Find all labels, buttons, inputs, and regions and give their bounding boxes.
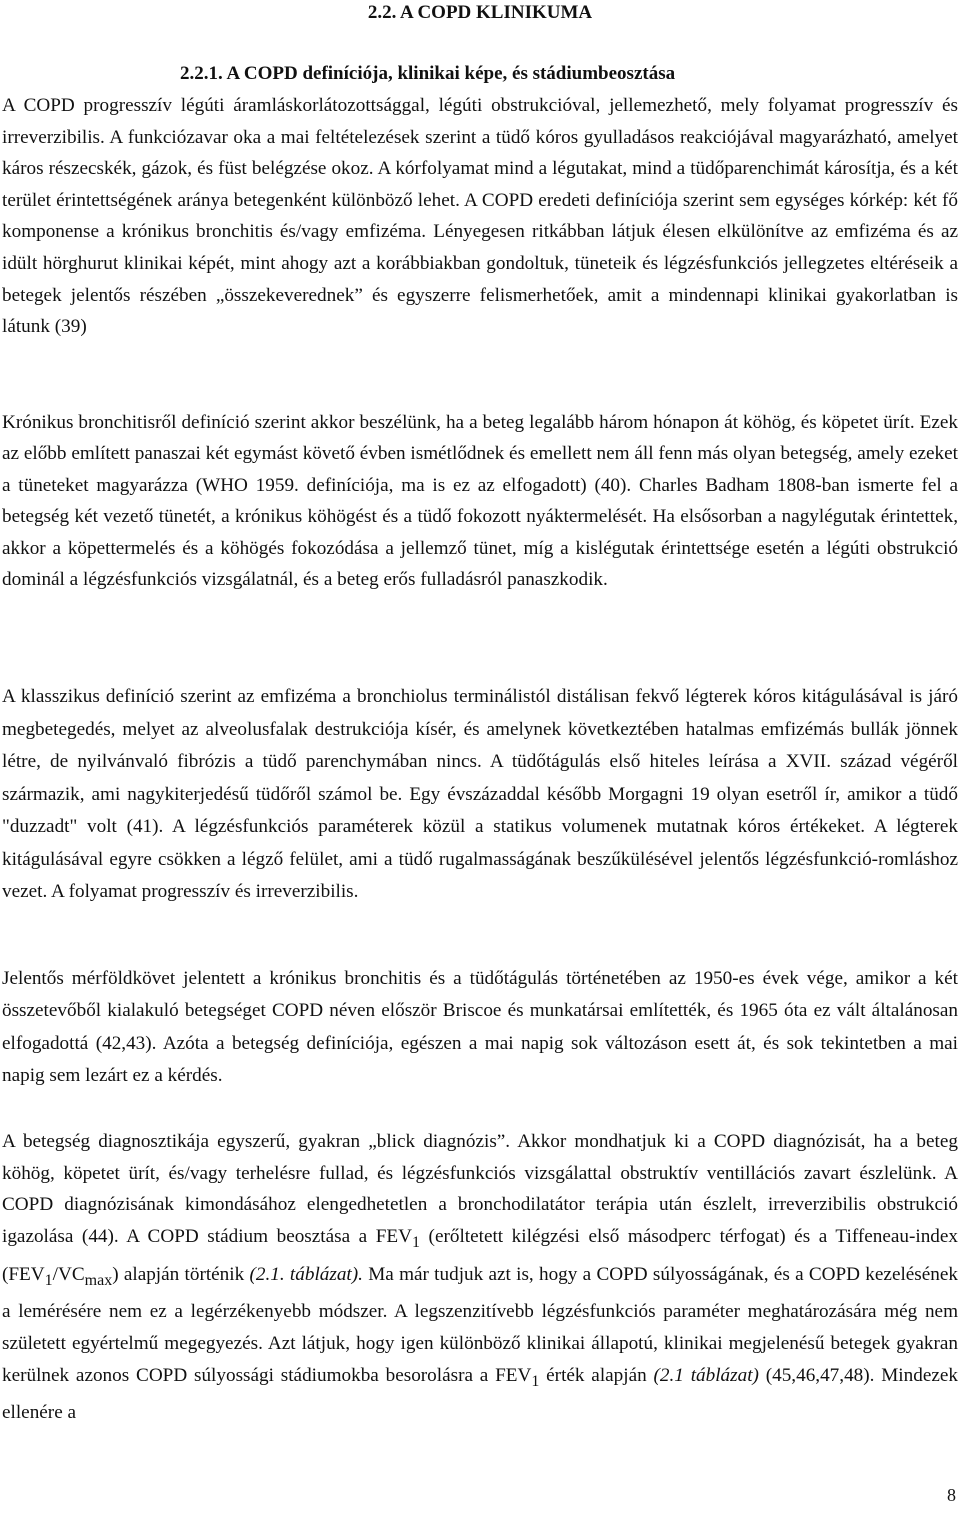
- text-run: (45,46,47,48). Mindezek ellenére a: [2, 1364, 958, 1424]
- section-title: 2.2. A COPD KLINIKUMA: [367, 2, 593, 23]
- subscript: 1: [412, 1233, 420, 1251]
- text-run: /VC: [52, 1263, 85, 1285]
- paragraph-diagnosis: [2, 1126, 958, 1429]
- subscript: 1: [44, 1271, 53, 1289]
- page-number: 8: [947, 1485, 956, 1505]
- paragraph-copd-history: Jelentős mérföldkövet jelentett a krónikus bronchitis és a tüdőtágulás történetében az 1950-es évek vége, amikor a két összetevőből kialakuló betegséget COPD néven először Briscoe és munkatársai említették, és 1965 óta ez vált általánosan elfogadottá (42,43). Azóta a betegség definíciója, egészen a mai napig sok változáson esett át, és sok tekintetben a mai napig sem lezárt ez a kérdés.: [2, 968, 958, 1086]
- subsection-title: 2.2.1. A COPD definíciója, klinikai képe, és stádiumbeosztása: [180, 63, 676, 84]
- text-run: Ma már tudjuk azt is, hogy a COPD súlyosságának, és a COPD kezelésének a lemérésére nem ez a legérzékenyebb módszer. A legszenzitívebb légzésfunkciós paraméter meghatározására még nem született egyértelmű megegyezés. Azt látjuk, hogy igen különböző klinikai állapotú, klinikai megjelenésű betegek gyakran kerülnek azonos COPD súlyossági stádiumokba besorolásra a FEV: [2, 1263, 958, 1386]
- table-reference: (2.1 táblázat): [653, 1364, 759, 1386]
- subscript: 1: [531, 1372, 540, 1390]
- paragraph-chronic-bronchitis: Krónikus bronchitisről definíció szerint akkor beszélünk, ha a beteg legalább három hónapon át köhög, és köpetet ürít. Ezek az előbb említett panaszai két egymást követő évben ismétlődnek és emellett nem áll fenn más olyan betegség, amely ezeket a tüneteket magyarázza (WHO 1959. definíciója, ma is ez az elfogadott) (40). Charles Badham 1808-ban ismerte fel a betegség két vezető tünetét, a krónikus köhögést és a tüdő fokozott nyáktermelését. Ha elsősorban a nagylégutak érintettek, akkor a köpettermelés és a köhögés fokozódása a jellemző tünet, míg a kislégutak érintettsége esetén a légúti obstrukció dominál a légzésfunkciós vizsgálatnál, és a beteg erős fulladásról panaszkodik.: [2, 412, 958, 591]
- text-run: A betegség diagnosztikája egyszerű, gyakran „blick diagnózis”. Akkor mondhatjuk ki a COPD diagnózisát, ha a beteg köhög, köpetet ürít, és/vagy terhelésre fullad, és légzésfunkciós vizsgálattal obstruktív ventillációs zavart észlelünk. A COPD diagnózisának kimondásához elengedhetetlen a bronchodilatátor terápia után észlelt, irreverzibilis obstrukció igazolása (44). A COPD stádium beosztása a FEV: [2, 1131, 958, 1248]
- subscript: max: [84, 1271, 113, 1289]
- paragraph-emphysema: A klasszikus definíció szerint az emfizéma a bronchiolus terminálistól distálisan fekvő légterek kóros kitágulásával is járó megbetegedés, melyet az alveolusfalak destrukciója kísér, és amelynek következtében hatalmas emfizémás bullák jönnek létre, de nyilvánvaló fibrózis a tüdő parenchymában nincs. A tüdőtágulás első hiteles leírása a XVII. század végéről származik, ami nagykiterjedésű tüdőről számol be. Egy évszázaddal később Morgagni 19 olyan esetről ír, amikor a tüdő "duzzadt" volt (41). A légzésfunkciós paraméterek közül a statikus volumenek mutatnak kóros értékeket. A légterek kitágulásával egyre csökken a légző felület, ami a tüdő rugalmasságának beszűkülésével jelentős légzésfunkció-romláshoz vezet. A folyamat progresszív és irreverzibilis.: [2, 686, 958, 902]
- text-run: ) alapján történik: [112, 1263, 250, 1285]
- text-run: (erőltetett kilégzési első másodperc térfogat) és a Tiffeneau-index (FEV: [2, 1226, 959, 1285]
- table-reference: (2.1. táblázat).: [249, 1263, 363, 1285]
- text-run: érték alapján: [539, 1364, 654, 1386]
- paragraph-copd-definition: A COPD progresszív légúti áramláskorlátozottsággal, légúti obstrukcióval, jellemezhető, mely folyamat progresszív és irreverzibilis. A funkciózavar oka a mai feltételezések szerint a tüdő kóros gyulladásos reakciójával magyarázható, amelyet káros részecskék, gázok, és füst belégzése okoz. A kórfolyamat mind a légutakat, mind a tüdőparenchimát károsítja, és a két terület érintettségének aránya betegenként különböző lehet. A COPD eredeti definíciója szerint sem egységes kórkép: két fő komponense a krónikus bronchitis és/vagy emfizéma. Lényegesen ritkábban látjuk élesen elkülönítve az emfizéma és az idült hörghurut klinikai képét, mint ahogy azt a korábbiakban gondoltuk, tüneteik és légzésfunkciós jellegzetes eltéréseik a betegek jelentős részében „összekeverednek” és egyszerre felismerhetőek, amit a mindennapi klinikai gyakorlatban is látunk (39): [2, 95, 958, 338]
